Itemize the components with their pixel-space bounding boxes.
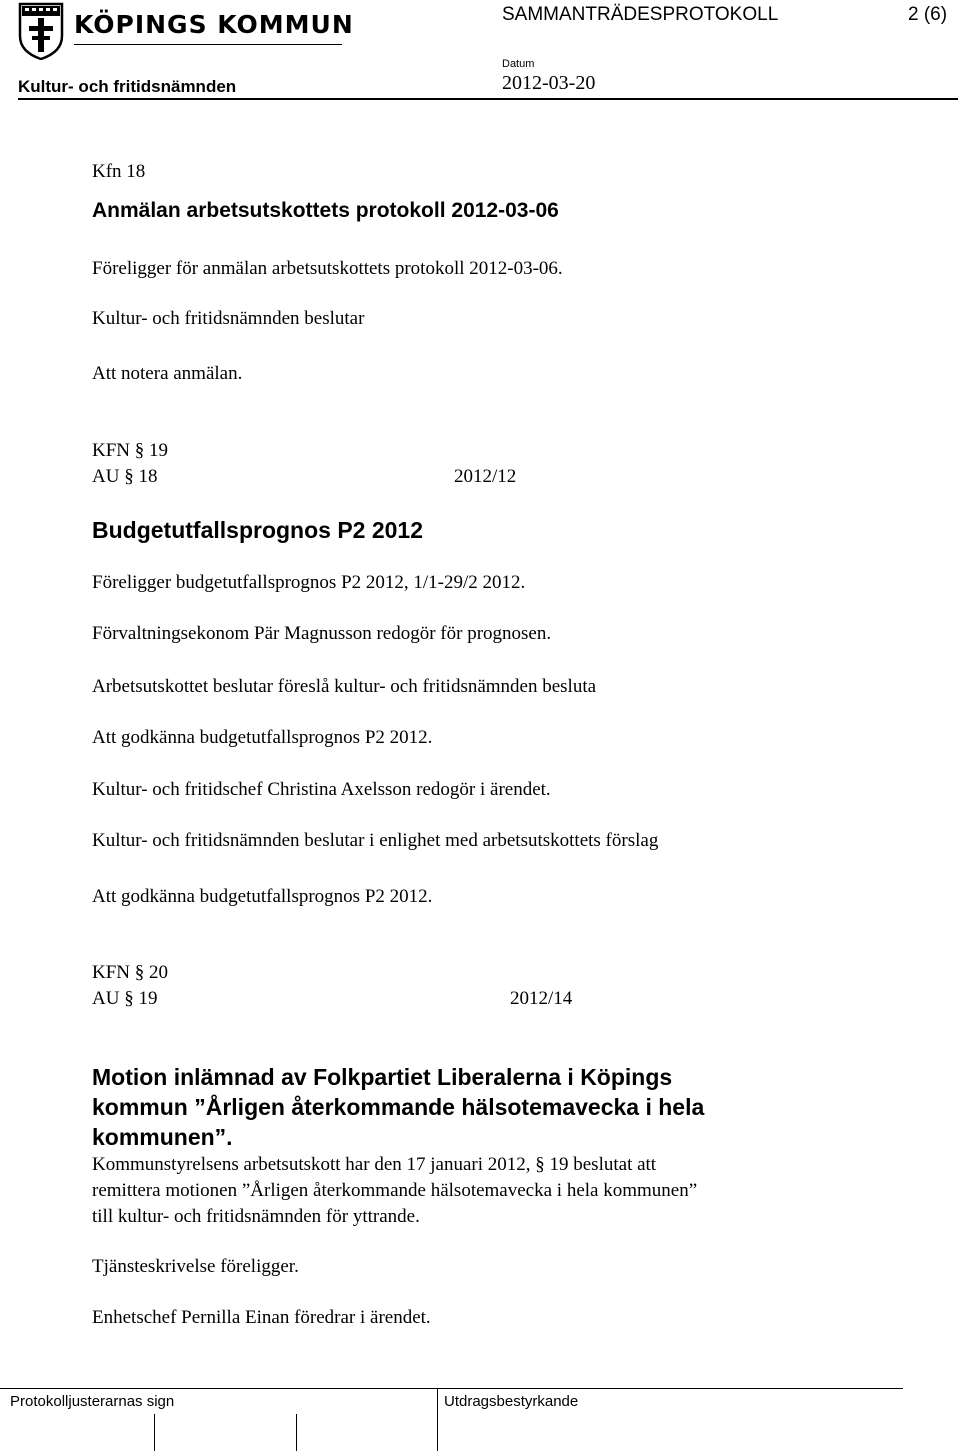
date-label: Datum [502, 58, 535, 70]
paragraph: Föreligger budgetutfallsprognos P2 2012, 1/1-29/2 2012. [92, 572, 526, 593]
paragraph: Tjänsteskrivelse föreligger. [92, 1256, 299, 1277]
section-title-line: Motion inlämnad av Folkpartiet Liberalerna i Köpings [92, 1064, 673, 1090]
signature-label: Protokolljusterarnas sign [10, 1393, 175, 1410]
paragraph: Arbetsutskottet beslutar föreslå kultur- och fritidsnämnden besluta [92, 676, 597, 697]
section-ref-au: AU § 19 [92, 988, 158, 1009]
footer-divider [0, 1388, 903, 1389]
signature-box-line [296, 1414, 297, 1451]
section-ref-au: AU § 18 [92, 466, 158, 487]
case-number: 2012/14 [510, 988, 573, 1009]
signature-box-line [437, 1388, 438, 1451]
paragraph: Att godkänna budgetutfallsprognos P2 2012. [92, 727, 433, 748]
paragraph: Att godkänna budgetutfallsprognos P2 2012. [92, 886, 433, 907]
document-type: SAMMANTRÄDESPROTOKOLL [502, 4, 779, 25]
paragraph: Enhetschef Pernilla Einan föredrar i ärendet. [92, 1307, 431, 1328]
committee-name: Kultur- och fritidsnämnden [18, 77, 237, 96]
paragraph-line: till kultur- och fritidsnämnden för yttrande. [92, 1206, 420, 1227]
paragraph-line: remittera motionen ”Årligen återkommande hälsotemavecka i hela kommunen” [92, 1180, 698, 1201]
section-title-line: kommun ”Årligen återkommande hälsotemavecka i hela [92, 1094, 705, 1120]
section-ref: KFN § 19 [92, 440, 169, 461]
section-title-line: kommunen”. [92, 1124, 233, 1150]
paragraph: Kultur- och fritidsnämnden beslutar i enlighet med arbetsutskottets förslag [92, 830, 659, 851]
section-title: Anmälan arbetsutskottets protokoll 2012-03-06 [92, 199, 559, 222]
section-ref: Kfn 18 [92, 161, 146, 182]
municipality-crest-icon [18, 2, 64, 60]
paragraph: Föreligger för anmälan arbetsutskottets protokoll 2012-03-06. [92, 258, 563, 279]
paragraph-line: Kommunstyrelsens arbetsutskott har den 17 januari 2012, § 19 beslutat att [92, 1154, 657, 1175]
case-number: 2012/12 [454, 466, 517, 487]
paragraph: Att notera anmälan. [92, 363, 243, 384]
signature-box-line [154, 1414, 155, 1451]
paragraph: Kultur- och fritidsnämnden beslutar [92, 308, 365, 329]
logo-text: KÖPINGS KOMMUN [74, 10, 354, 39]
page-number: 2 (6) [908, 4, 948, 25]
header-logo-rule [74, 44, 342, 45]
header-divider [18, 98, 958, 100]
paragraph: Förvaltningsekonom Pär Magnusson redogör för prognosen. [92, 623, 552, 644]
date-value: 2012-03-20 [502, 72, 596, 94]
paragraph: Kultur- och fritidschef Christina Axelsson redogör i ärendet. [92, 779, 551, 800]
certification-label: Utdragsbestyrkande [444, 1393, 579, 1410]
section-ref: KFN § 20 [92, 962, 169, 983]
section-title: Budgetutfallsprognos P2 2012 [92, 517, 424, 543]
